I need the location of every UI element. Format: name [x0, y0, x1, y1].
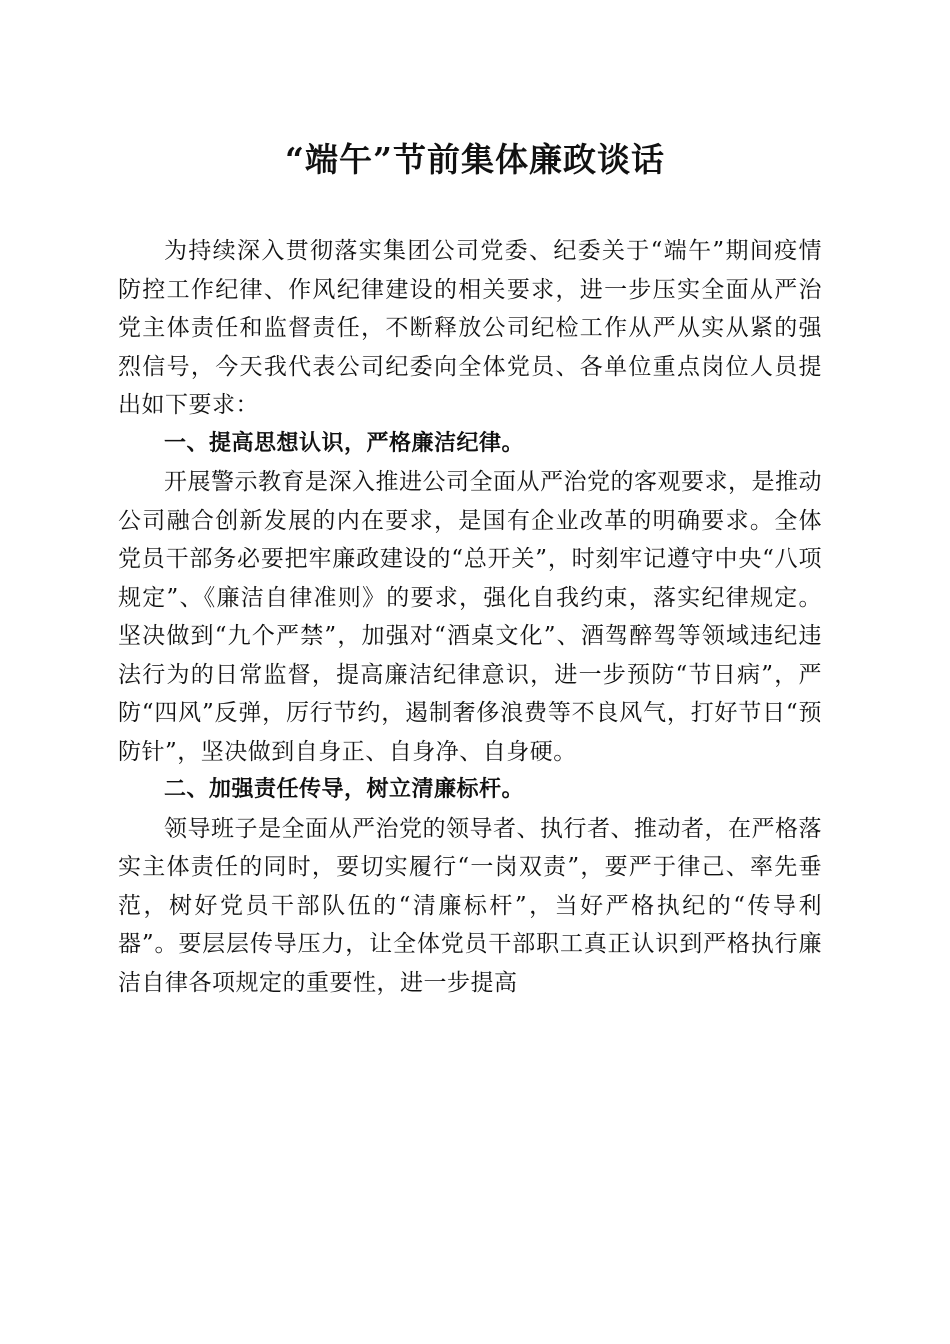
document-body [118, 232, 822, 1002]
section-paragraph-2: 领导班子是全面从严治党的领导者、执行者、推动者，在严格落实主体责任的同时，要切实履行“一岗双责”，要严于律己、率先垂范，树好党员干部队伍的“清廉标杆”，当好严格执纪的“传导利器”。要层层传导压力，让全体党员干部职工真正认识到严格执行廉洁自律各项规定的重要性，进一步提高 [118, 815, 822, 996]
section-paragraph-1: 开展警示教育是深入推进公司全面从严治党的客观要求，是推动公司融合创新发展的内在要求，是国有企业改革的明确要求。全体党员干部务必要把牢廉政建设的“总开关”，时刻牢记遵守中央“八项规定”、《廉洁自律准则》的要求，强化自我约束，落实纪律规定。坚决做到“九个严禁”，加强对“酒桌文化”、酒驾醉驾等领域违纪违法行为的日常监督，提高廉洁纪律意识，进一步预防“节日病”，严防“四风”反弹，厉行节约，遏制奢侈浪费等不良风气，打好节日“预防针”，坚决做到自身正、自身净、自身硬。 [118, 469, 822, 765]
document-title: “端午”节前集体廉政谈话 [285, 140, 665, 179]
intro-paragraph: 为持续深入贯彻落实集团公司党委、纪委关于“端午”期间疫情防控工作纪律、作风纪律建设的相关要求，进一步压实全面从严治党主体责任和监督责任，不断释放公司纪检工作从严从实从紧的强烈信号，今天我代表公司纪委向全体党员、各单位重点岗位人员提出如下要求： [118, 238, 822, 418]
section-heading-1: 一、提高思想认识，严格廉洁纪律。 [164, 430, 525, 456]
section-heading-2: 二、加强责任传导，树立清廉标杆。 [164, 777, 525, 802]
